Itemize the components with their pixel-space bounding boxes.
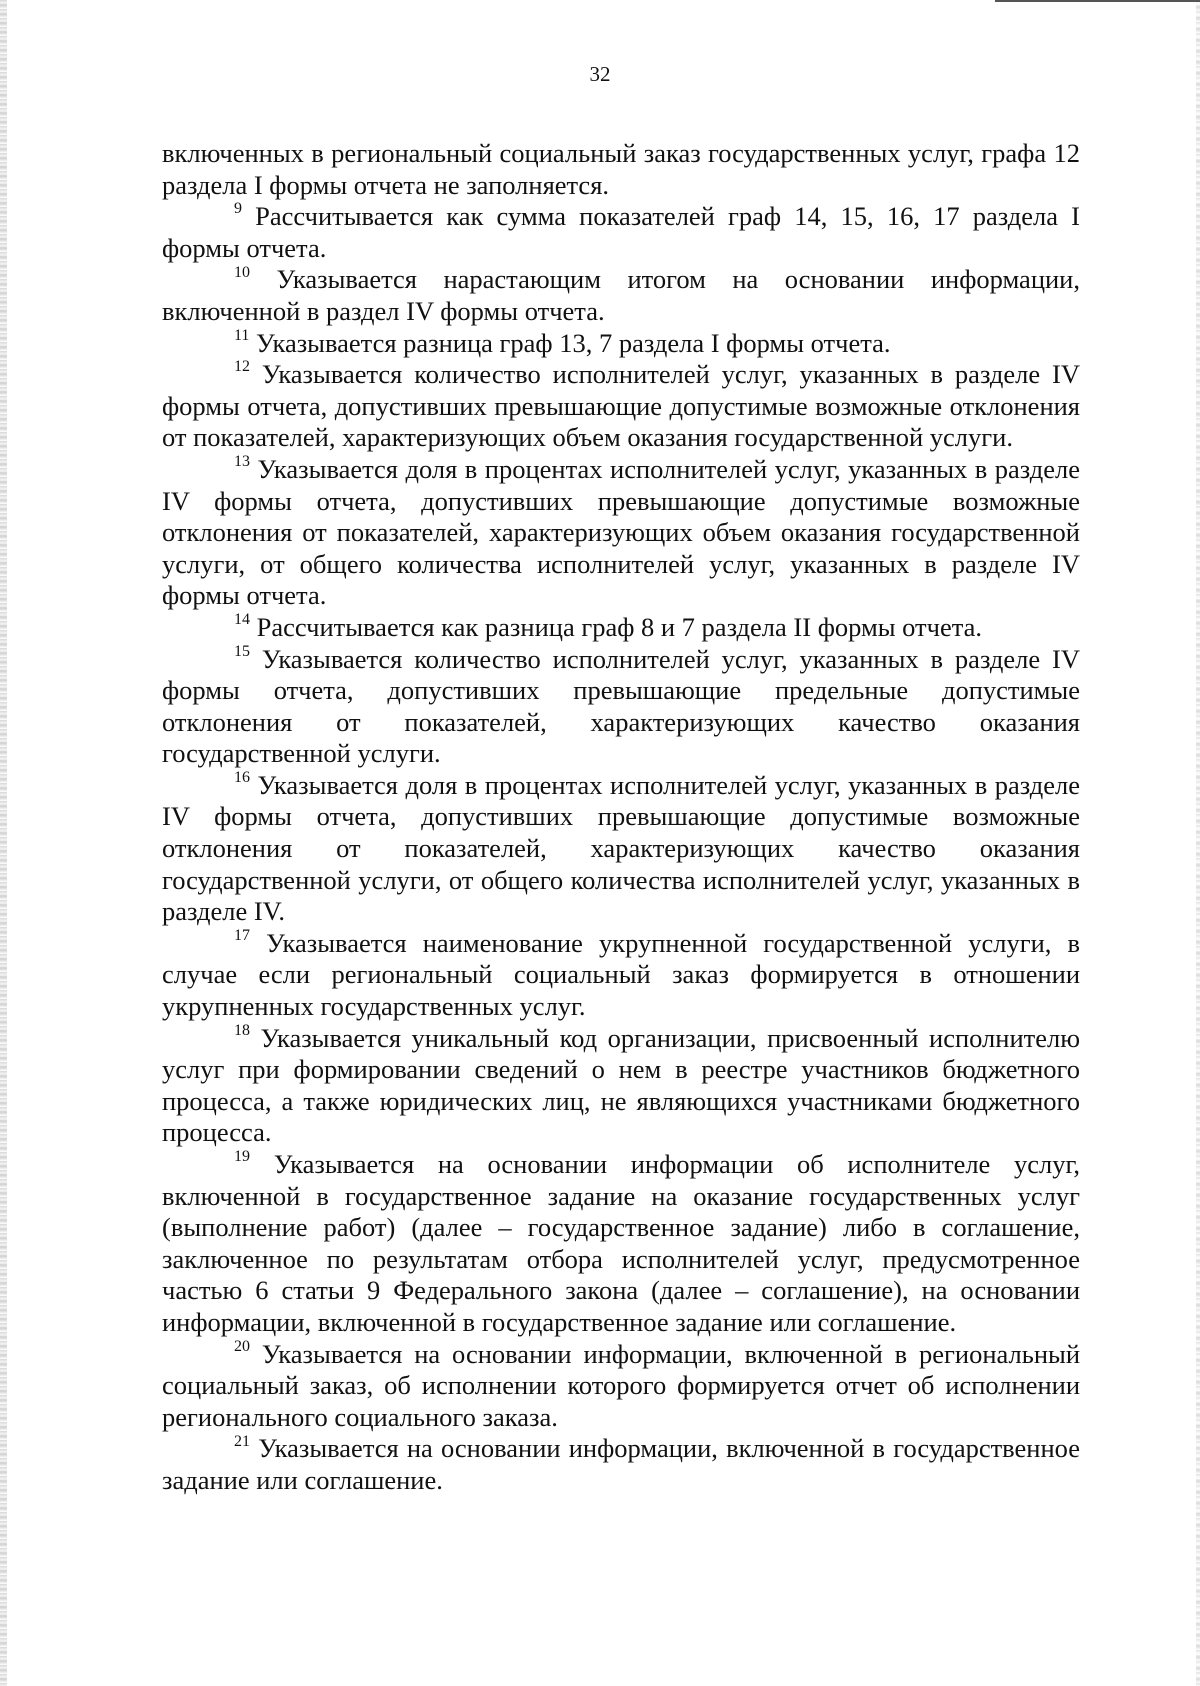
footnote-text: Указывается нарастающим итогом на основании информации, включенной в раздел IV формы отчета. xyxy=(162,264,1080,326)
footnote-marker: 17 xyxy=(234,927,250,945)
footnote-text: Указывается на основании информации, включенной в региональный социальный заказ, об исполнении которого формируется отчет об исполнении регионального социального заказа. xyxy=(162,1338,1081,1432)
footnote-13 xyxy=(162,454,1080,612)
footnote-text: Указывается доля в процентах исполнителей услуг, указанных в разделе IV формы отчета, допустивших превышающие допустимые возможные отклонения от показателей, характеризующих объем оказания государственной услуги, от общего количества исполнителей услуг, указанных в разделе IV формы отчета. xyxy=(162,453,1080,611)
footnote-text: Указывается количество исполнителей услуг, указанных в разделе IV формы отчета, допустивших превышающие предельные допустимые отклонения от показателей, характеризующих качество оказания государственной услуги. xyxy=(162,643,1081,769)
footnote-marker: 13 xyxy=(234,453,250,471)
scan-edge-top xyxy=(995,0,1200,2)
footnotes-body xyxy=(162,138,1080,1497)
footnote-15 xyxy=(162,644,1080,770)
footnote-20 xyxy=(162,1339,1080,1434)
footnote-text: Рассчитывается как разница граф 8 и 7 раздела II формы отчета. xyxy=(256,611,983,642)
footnote-text: Рассчитывается как сумма показателей граф 14, 15, 16, 17 раздела I формы отчета. xyxy=(162,201,1080,263)
footnote-18 xyxy=(162,1023,1080,1149)
footnote-marker: 15 xyxy=(234,642,250,660)
footnote-text: Указывается количество исполнителей услуг, указанных в разделе IV формы отчета, допустивших превышающие допустимые возможные отклонения от показателей, характеризующих объем оказания государственной услуги. xyxy=(162,359,1081,453)
footnote-14 xyxy=(162,612,1080,644)
footnote-marker: 9 xyxy=(234,200,242,218)
footnote-continuation xyxy=(162,138,1080,201)
footnote-text: Указывается наименование укрупненной государственной услуги, в случае если региональный социальный заказ формируется в отношении укрупненных государственных услуг. xyxy=(162,927,1080,1022)
scan-edge-right xyxy=(1196,0,1200,1686)
footnote-21 xyxy=(162,1433,1080,1496)
footnote-text: Указывается уникальный код организации, присвоенный исполнителю услуг при формировании сведений о нем в реестре участников бюджетного процесса, а также юридических лиц, не являющихся участниками бюджетного процесса. xyxy=(162,1022,1080,1148)
footnote-marker: 21 xyxy=(234,1432,250,1450)
page-number: 32 xyxy=(589,62,611,86)
footnote-text: Указывается разница граф 13, 7 раздела I формы отчета. xyxy=(256,327,891,358)
footnote-marker: 18 xyxy=(234,1021,250,1039)
footnote-16 xyxy=(162,770,1080,928)
footnote-17 xyxy=(162,928,1080,1023)
footnote-9 xyxy=(162,201,1080,264)
footnote-text: Указывается на основании информации об исполнителе услуг, включенной в государственное задание на оказание государственных услуг (выполнение работ) (далее – государственное задание) либо в соглашение, заключенное по результатам отбора исполнителей услуг, предусмотренное частью 6 статьи 9 Федерального закона (далее – соглашение), на основании информации, включенной в государственное задание или соглашение. xyxy=(162,1149,1080,1337)
footnote-marker: 10 xyxy=(234,263,250,281)
footnote-marker: 11 xyxy=(234,326,250,344)
footnote-marker: 19 xyxy=(234,1148,250,1166)
footnote-10 xyxy=(162,264,1080,327)
footnote-11 xyxy=(162,328,1080,360)
footnote-marker: 16 xyxy=(234,769,250,787)
scan-edge-left xyxy=(0,0,7,1686)
footnote-text: Указывается на основании информации, включенной в государственное задание или соглашение. xyxy=(162,1433,1081,1495)
footnote-text: Указывается доля в процентах исполнителей услуг, указанных в разделе IV формы отчета, допустивших превышающие допустимые возможные отклонения от показателей, характеризующих качество оказания государственной услуги, от общего количества исполнителей услуг, указанных в разделе IV. xyxy=(162,769,1080,927)
footnote-marker: 12 xyxy=(234,358,250,376)
footnote-marker: 20 xyxy=(234,1337,250,1355)
footnote-19 xyxy=(162,1149,1080,1339)
footnote-12 xyxy=(162,359,1080,454)
footnote-marker: 14 xyxy=(234,611,250,629)
footnote-text: включенных в региональный социальный заказ государственных услуг, графа 12 раздела I формы отчета не заполняется. xyxy=(162,138,1080,200)
